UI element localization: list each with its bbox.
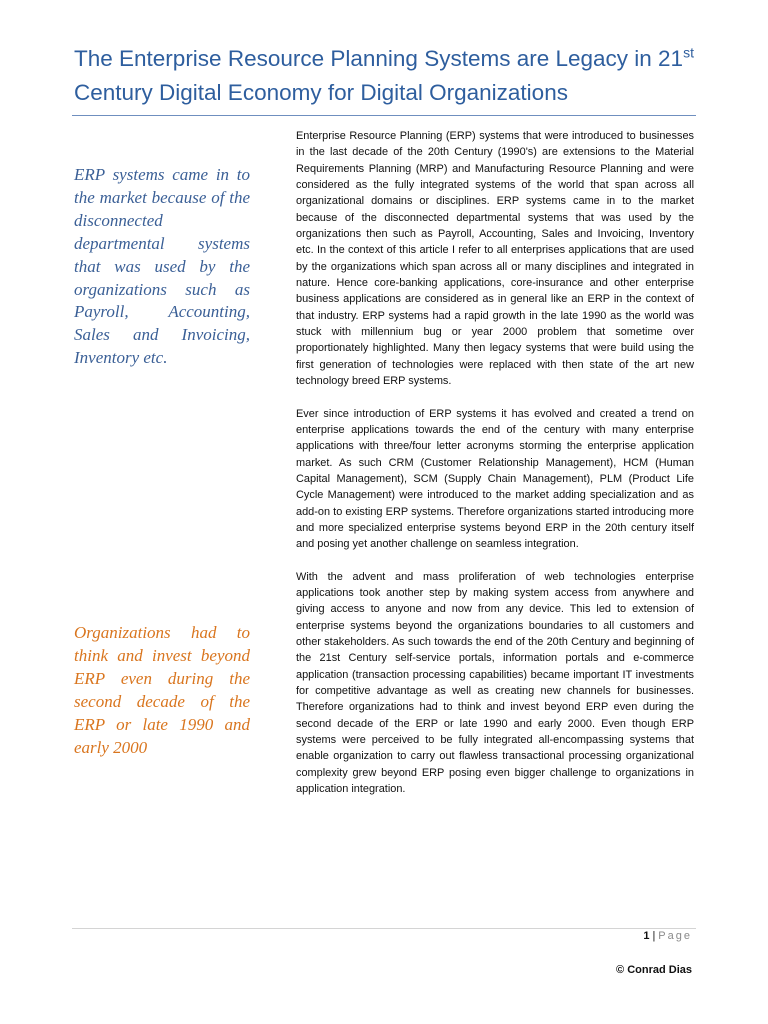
body-paragraph: With the advent and mass proliferation of web technologies enterprise applications took another step by making system access from anywhere and giving access to anyone and now from any device. This led to extension of enterprise systems beyond the organizations boundaries to all customers and other stakeholders. As such towards the end of the 20th Century and beginning of the 21st Century self-service portals, information portals and e-commerce application (transaction processing capabilities) became important IT investments for competitive advantage as well as creating new channels for businesses. Therefore organizations had to think and invest beyond ERP even during the second decade of the ERP or late 1990 and early 2000. Even though ERP systems were perceived to be fully integrated all-encompassing systems that enable organization to carry out flawless transactional processing organizational complexity grew beyond ERP posing even bigger challenge to organizations in application integration.: [296, 570, 694, 796]
body-paragraph: Ever since introduction of ERP systems it has evolved and created a trend on enterprise applications towards the end of the century with many enterprise applications with three/four letter acronyms storming the enterprise application market. As such CRM (Customer Relationship Management), HCM (Human Capital Management), SCM (Supply Chain Management), PLM (Product Life Cycle Management) were introduced to the market adding specialization and as add-on to existing ERP systems. Therefore organizations started introducing more and more specialized enterprise systems beyond ERP in the 20th century itself and posing yet another challenge on seamless integration.: [296, 407, 694, 551]
footer-divider: [72, 928, 696, 929]
body-column: [296, 128, 694, 813]
title-superscript: st: [683, 44, 694, 61]
page-title: [74, 42, 714, 110]
body-paragraph: Enterprise Resource Planning (ERP) systems that were introduced to businesses in the last decade of the 20th Century (1990's) are extensions to the Material Requirements Planning (MRP) and Manufacturing Resource Planning and were considered as the fully integrated systems of the world that span across all organizational domains or disciplines. ERP systems came in to the market because of the disconnected departmental systems that was used by the organizations then such as Payroll, Accounting, Sales and Invoicing, Inventory etc. In the context of this article I refer to all enterprises applications that are used by the organizations which span across all or many disciplines and integrated in nature. Hence core-banking applications, core-insurance and other enterprise business applications are considered as in general like an ERP in the context of that industry. ERP systems had a rapid growth in the late 1990 as the world was stuck with millennium bug or year 2000 problem that sometime over proportionately highlighted. Many then legacy systems that were build using the first generation of technologies were replaced with then state of the art new technology breed ERP systems.: [296, 130, 694, 388]
page-separator: |: [652, 930, 656, 942]
pullquote-second: Organizations had to think and invest beyond ERP even during the second decade of the ERP or late 1990 and early 2000: [74, 623, 250, 757]
author-credit: © Conrad Dias: [616, 964, 692, 976]
page-number-footer: [643, 930, 692, 942]
pullquote-first: ERP systems came in to the market because of the disconnected departmental systems that was used by the organizations such as Payroll, Accounting, Sales and Invoicing, Inventory etc.: [74, 165, 250, 368]
page-label: Page: [658, 930, 692, 942]
title-main: The Enterprise Resource Planning Systems are Legacy in 21: [74, 46, 684, 71]
title-divider: [72, 115, 696, 116]
page-number: 1: [643, 930, 650, 942]
title-rest: Century Digital Economy for Digital Organizations: [74, 80, 568, 105]
